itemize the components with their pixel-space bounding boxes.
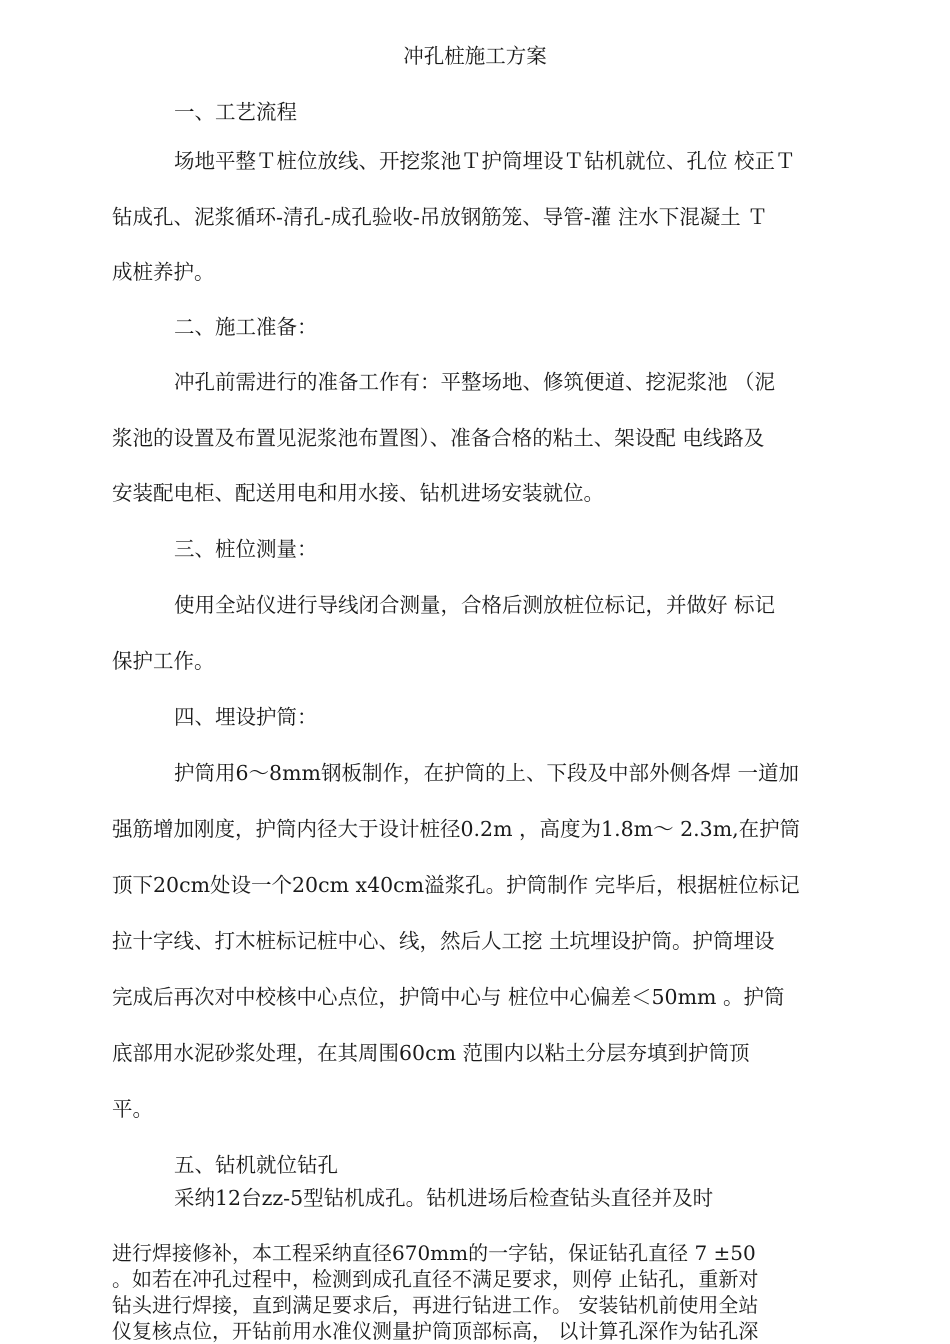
section-5-line: 仪复核点位，开钻前用水准仪测量护筒顶部标高， 以计算孔深作为钻孔深 <box>112 1319 759 1343</box>
section-5-line: 钻头进行焊接，直到满足要求后，再进行钻进工作。 安装钻机前使用全站 <box>112 1293 759 1317</box>
section-5-line: 采纳12台zz-5型钻机成孔。钻机进场后检查钻头直径并及时 <box>174 1186 714 1210</box>
document-title: 冲孔桩施工方案 <box>403 44 547 68</box>
section-3-line: 使用全站仪进行导线闭合测量，合格后测放桩位标记，并做好 标记 <box>174 593 776 617</box>
section-3-line: 保护工作。 <box>112 649 215 673</box>
section-1-line: 成桩养护。 <box>112 260 215 284</box>
section-4-heading: 四、埋设护筒： <box>174 705 318 729</box>
section-4-line: 强筋增加刚度，护筒内径大于设计桩径0.2m ，高度为1.8m〜 2.3m,在护筒 <box>112 817 801 841</box>
section-4-line: 平。 <box>112 1097 153 1121</box>
section-1-heading: 一、工艺流程 <box>174 100 297 124</box>
section-3-heading: 三、桩位测量： <box>174 537 318 561</box>
section-4-line: 拉十字线、打木桩标记桩中心、线，然后人工挖 土坑埋设护筒。护筒埋设 <box>112 929 775 953</box>
section-5-line: 进行焊接修补，本工程采纳直径670mm的一字钻，保证钻孔直径 7 ±50 <box>112 1241 756 1265</box>
section-2-line: 安装配电柜、配送用电和用水接、钻机进场安装就位。 <box>112 481 604 505</box>
section-1-line: 场地平整Ｔ桩位放线、开挖浆池Ｔ护筒埋设Ｔ钻机就位、孔位 校正Ｔ <box>174 149 796 173</box>
section-4-line: 底部用水泥砂浆处理，在其周围60cm 范围内以粘土分层夯填到护筒顶 <box>112 1041 750 1065</box>
section-4-line: 完成后再次对中校核中心点位，护筒中心与 桩位中心偏差＜50mm 。护筒 <box>112 985 785 1009</box>
section-4-line: 顶下20cm处设一个20cm x40cm溢浆孔。护筒制作 完毕后，根据桩位标记 <box>112 873 800 897</box>
section-2-line: 冲孔前需进行的准备工作有：平整场地、修筑便道、挖泥浆池 （泥 <box>174 370 776 394</box>
section-2-line: 浆池的设置及布置见泥浆池布置图）、准备合格的粘土、架设配 电线路及 <box>112 426 765 450</box>
section-2-heading: 二、施工准备： <box>174 315 318 339</box>
section-5-heading: 五、钻机就位钻孔 <box>174 1153 338 1177</box>
section-5-line: 。如若在冲孔过程中，检测到成孔直径不满足要求，则停 止钻孔，重新对 <box>112 1267 759 1291</box>
section-4-line: 护筒用6〜8mm钢板制作，在护筒的上、下段及中部外侧各焊 一道加 <box>174 761 799 785</box>
section-1-line: 钻成孔、泥浆循环-清孔-成孔验收-吊放钢筋笼、导管-灌 注水下混凝土 Ｔ <box>112 205 768 229</box>
